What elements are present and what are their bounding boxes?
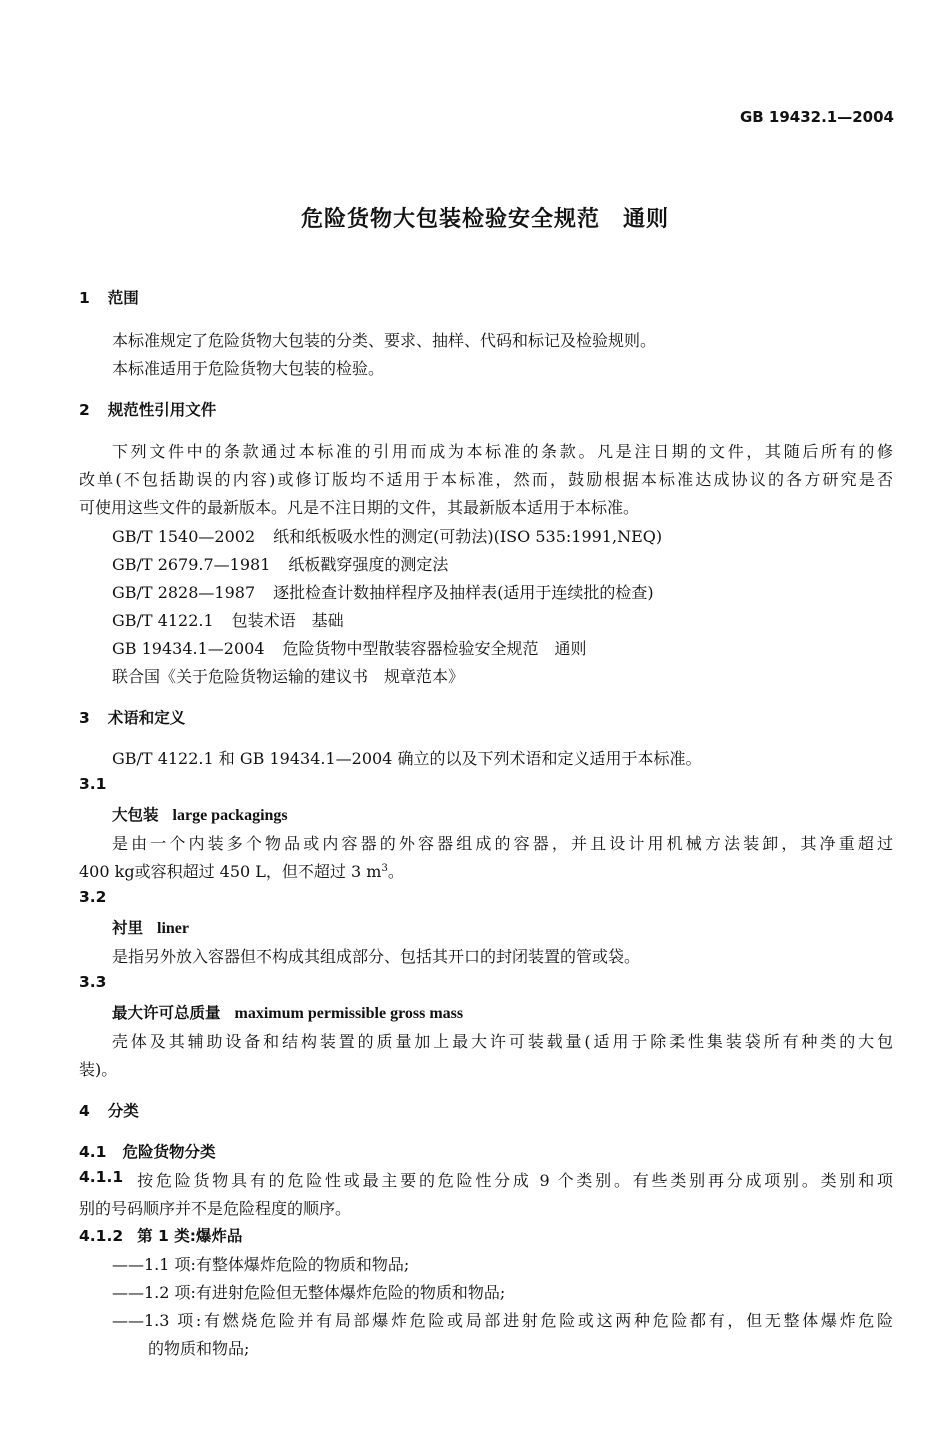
reference-title: 纸板戳穿强度的测定法 xyxy=(288,555,449,574)
section-3-heading xyxy=(79,706,185,728)
term-cn: 衬里 xyxy=(112,919,144,937)
term-heading xyxy=(112,916,189,938)
clause-4-1-1 xyxy=(79,1168,893,1191)
section-number: 1 xyxy=(79,289,90,307)
clause-4-1-2-heading xyxy=(79,1224,242,1246)
clause-number: 4.1.2 xyxy=(79,1227,124,1245)
definition-line: 壳体及其辅助设备和结构装置的质量加上最大许可装载量(适用于除柔性集装袋所有种类的大包 xyxy=(112,1032,893,1051)
section-title: 规范性引用文件 xyxy=(107,401,217,419)
paragraph: 本标准适用于危险货物大包装的检验。 xyxy=(112,359,385,378)
term-en: maximum permissible gross mass xyxy=(234,1005,464,1022)
definition-text: 400 kg或容积超过 450 L，但不超过 3 m xyxy=(79,862,382,881)
section-number: 3 xyxy=(79,709,90,727)
reference-code: GB/T 1540—2002 xyxy=(112,527,256,546)
reference-item xyxy=(112,608,344,631)
superscript: 3 xyxy=(381,863,388,874)
term-heading xyxy=(112,1001,463,1023)
section-4-heading xyxy=(79,1099,139,1121)
reference-title: 包装术语 基础 xyxy=(231,611,344,630)
section-number: 4 xyxy=(79,1102,90,1120)
paragraph: GB/T 4122.1 和 GB 19434.1—2004 确立的以及下列术语和定义适用于本标准。 xyxy=(112,749,702,768)
reference-title: 逐批检查计数抽样程序及抽样表(适用于连续批的检查) xyxy=(273,583,654,602)
reference-code: GB/T 2828—1987 xyxy=(112,583,256,602)
reference-item xyxy=(112,524,662,547)
subsection-number: 4.1 xyxy=(79,1143,107,1161)
section-title: 术语和定义 xyxy=(107,709,186,727)
section-2-heading xyxy=(79,398,216,420)
list-item-cont: 的物质和物品; xyxy=(148,1339,250,1358)
list-item: ——1.2 项:有进射危险但无整体爆炸危险的物质和物品; xyxy=(112,1283,506,1302)
list-item: ——1.1 项:有整体爆炸危险的物质和物品; xyxy=(112,1255,410,1274)
section-number: 2 xyxy=(79,401,90,419)
subsection-4-1-heading xyxy=(79,1140,215,1162)
section-title: 分类 xyxy=(107,1102,139,1120)
definition-line: 装)。 xyxy=(79,1060,118,1079)
reference-title: 纸和纸板吸水性的测定(可勃法)(ISO 535:1991,NEQ) xyxy=(273,527,663,546)
reference-item xyxy=(112,636,587,659)
clause-title: 第 1 类:爆炸品 xyxy=(137,1227,243,1245)
definition-end: 。 xyxy=(387,862,404,881)
term-cn: 最大许可总质量 xyxy=(112,1004,221,1022)
document-title: 危险货物大包装检验安全规范 通则 xyxy=(300,207,669,232)
subsection-title: 危险货物分类 xyxy=(122,1143,216,1161)
term-en: large packagings xyxy=(172,807,288,824)
paragraph-line: 改单(不包括勘误的内容)或修订版均不适用于本标准，然而，鼓励根据本标准达成协议的各方研究是否 xyxy=(79,470,893,489)
clause-number: 4.1.1 xyxy=(79,1168,124,1186)
list-item: ——1.3 项:有燃烧危险并有局部爆炸危险或局部进射危险或这两种危险都有，但无整体爆炸危险 xyxy=(112,1311,893,1330)
definition-line xyxy=(79,859,404,882)
reference-code: GB/T 2679.7—1981 xyxy=(112,555,271,574)
clause-text-cont: 别的号码顺序并不是危险程度的顺序。 xyxy=(79,1199,352,1218)
reference-item xyxy=(112,552,448,575)
paragraph: 本标准规定了危险货物大包装的分类、要求、抽样、代码和标记及检验规则。 xyxy=(112,331,657,350)
section-title: 范围 xyxy=(107,289,139,307)
reference-code: GB/T 4122.1 xyxy=(112,611,214,630)
definition-line: 是指另外放入容器但不构成其组成部分、包括其开口的封闭装置的管或袋。 xyxy=(112,947,641,966)
reference-code: GB 19434.1—2004 xyxy=(112,639,265,658)
definition-line: 是由一个内装多个物品或内容器的外容器组成的容器，并且设计用机械方法装卸，其净重超过 xyxy=(112,834,893,853)
reference-item xyxy=(112,580,654,603)
standard-number: GB 19432.1—2004 xyxy=(739,108,894,126)
paragraph-line: 下列文件中的条款通过本标准的引用而成为本标准的条款。凡是注日期的文件，其随后所有的修 xyxy=(112,442,893,461)
clause-number: 3.1 xyxy=(79,775,107,793)
term-heading xyxy=(112,803,288,825)
reference-title: 危险货物中型散装容器检验安全规范 通则 xyxy=(282,639,587,658)
reference-item: 联合国《关于危险货物运输的建议书 规章范本》 xyxy=(112,667,465,686)
clause-number: 3.3 xyxy=(79,973,107,991)
clause-text: 按危险货物具有的危险性或最主要的危险性分成 9 个类别。有些类别再分成项别。类别和项 xyxy=(137,1171,893,1190)
term-cn: 大包装 xyxy=(112,806,159,824)
clause-number: 3.2 xyxy=(79,888,107,906)
section-1-heading xyxy=(79,286,139,308)
term-en: liner xyxy=(157,920,190,937)
paragraph-line: 可使用这些文件的最新版本。凡是不注日期的文件，其最新版本适用于本标准。 xyxy=(79,498,640,517)
